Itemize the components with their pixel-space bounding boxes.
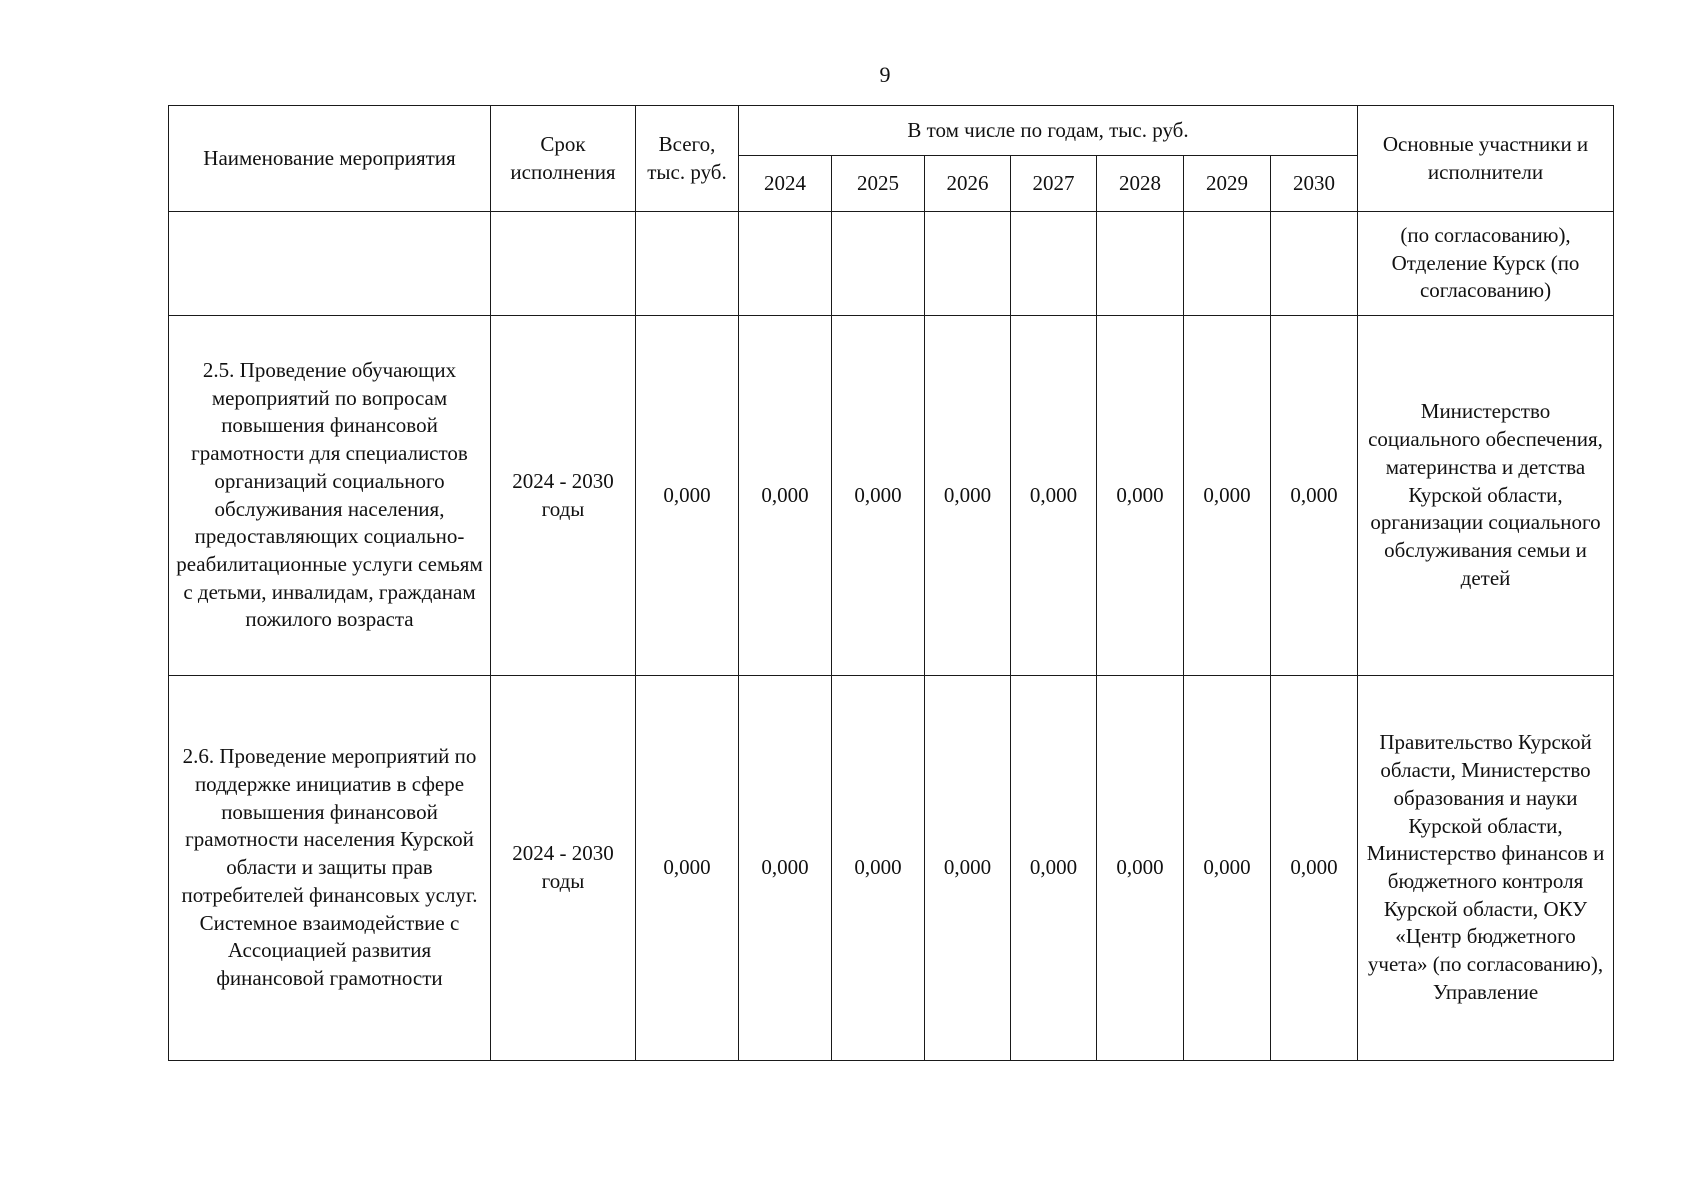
measure-name-cell: 2.6. Проведение мероприятий по поддержке инициатив в сфере повышения финансовой грамотности населения Курской области и защиты прав потребителей финансовых услуг. Системное взаимодействие с Ассоциацией развития финансовой грамотности xyxy=(169,676,491,1061)
header-year-2027: 2027 xyxy=(1011,156,1097,212)
table-row xyxy=(169,316,1614,676)
measures-table xyxy=(168,105,1614,1061)
header-year-2025: 2025 xyxy=(832,156,925,212)
empty-cell xyxy=(169,212,491,316)
header-participants: Основные участники и исполнители xyxy=(1358,106,1614,212)
year-value-cell: 0,000 xyxy=(739,316,832,676)
year-value-cell: 0,000 xyxy=(739,676,832,1061)
participants-cell: Министерство социального обеспечения, материнства и детства Курской области, организации социального обслуживания семьи и детей xyxy=(1358,316,1614,676)
table-row-continuation xyxy=(169,212,1614,316)
header-by-years: В том числе по годам, тыс. руб. xyxy=(739,106,1358,156)
term-cell: 2024 - 2030 годы xyxy=(491,316,636,676)
year-value-cell: 0,000 xyxy=(1271,676,1358,1061)
year-value-cell: 0,000 xyxy=(832,676,925,1061)
total-cell: 0,000 xyxy=(636,676,739,1061)
year-value-cell: 0,000 xyxy=(1097,676,1184,1061)
participants-cell: Правительство Курской области, Министерство образования и науки Курской области, Министерство финансов и бюджетного контроля Курской области, ОКУ «Центр бюджетного учета» (по согласованию), Управление xyxy=(1358,676,1614,1061)
page-number: 9 xyxy=(879,62,891,87)
table-row xyxy=(169,676,1614,1061)
empty-cell xyxy=(925,212,1011,316)
year-value-cell: 0,000 xyxy=(1097,316,1184,676)
empty-cell xyxy=(1097,212,1184,316)
year-value-cell: 0,000 xyxy=(925,676,1011,1061)
empty-cell xyxy=(739,212,832,316)
year-value-cell: 0,000 xyxy=(1184,316,1271,676)
header-year-2029: 2029 xyxy=(1184,156,1271,212)
year-value-cell: 0,000 xyxy=(1011,676,1097,1061)
header-year-2030: 2030 xyxy=(1271,156,1358,212)
empty-cell xyxy=(491,212,636,316)
year-value-cell: 0,000 xyxy=(1184,676,1271,1061)
header-year-2026: 2026 xyxy=(925,156,1011,212)
header-row xyxy=(169,106,1614,156)
measure-name-cell: 2.5. Проведение обучающих мероприятий по вопросам повышения финансовой грамотности для специалистов организаций социального обслуживания населения, предоставляющих социально-реабилитационные услуги семьям с детьми, инвалидам, гражданам пожилого возраста xyxy=(169,316,491,676)
empty-cell xyxy=(832,212,925,316)
year-value-cell: 0,000 xyxy=(1271,316,1358,676)
total-cell: 0,000 xyxy=(636,316,739,676)
header-year-2028: 2028 xyxy=(1097,156,1184,212)
year-value-cell: 0,000 xyxy=(1011,316,1097,676)
empty-cell xyxy=(1271,212,1358,316)
empty-cell xyxy=(1011,212,1097,316)
header-year-2024: 2024 xyxy=(739,156,832,212)
header-name: Наименование мероприятия xyxy=(169,106,491,212)
empty-cell xyxy=(1184,212,1271,316)
empty-cell xyxy=(636,212,739,316)
term-cell: 2024 - 2030 годы xyxy=(491,676,636,1061)
header-total: Всего, тыс. руб. xyxy=(636,106,739,212)
year-value-cell: 0,000 xyxy=(925,316,1011,676)
year-value-cell: 0,000 xyxy=(832,316,925,676)
participants-cell: (по согласованию), Отделение Курск (по согласованию) xyxy=(1358,212,1614,316)
header-term: Срок исполнения xyxy=(491,106,636,212)
